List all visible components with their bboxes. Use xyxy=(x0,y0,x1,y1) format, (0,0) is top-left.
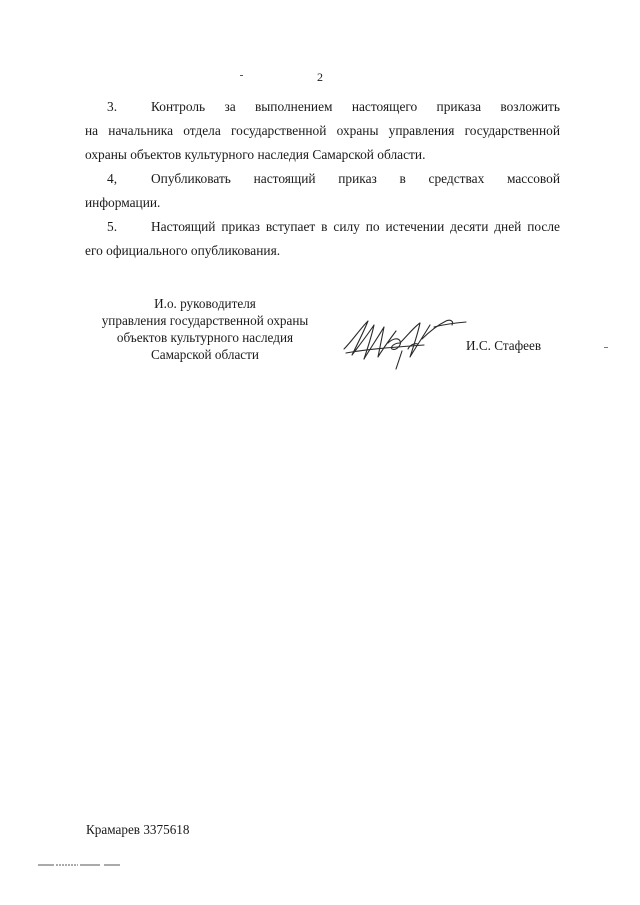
paragraph-rest-text: его официального опубликования. xyxy=(85,243,281,258)
signatory-title-line: объектов культурного наследия xyxy=(116,330,294,345)
paragraph-first-line xyxy=(85,95,560,119)
signatory-title-block xyxy=(75,295,335,363)
paragraph-first-line xyxy=(85,215,560,239)
paragraph-number: 4, xyxy=(107,171,118,186)
paragraph-first-line xyxy=(85,167,560,191)
page-number: 2 xyxy=(317,70,323,84)
executor-contact: Крамарев 3375618 xyxy=(86,822,190,837)
paragraph-4 xyxy=(85,167,560,215)
paragraph-first-line-text: Настоящий приказ вступает в силу по истечении десяти дней после xyxy=(151,219,560,234)
paragraph-5 xyxy=(85,215,560,263)
handwritten-signature xyxy=(338,313,470,371)
paragraph-rest-text: информации. xyxy=(85,195,161,210)
paragraph-3 xyxy=(85,95,560,167)
signatory-title-line: И.о. руководителя xyxy=(154,296,256,311)
signatory-title-line: управления государственной охраны xyxy=(101,313,309,328)
signer-name: И.С. Стафеев xyxy=(466,338,542,353)
paragraph-number: 3. xyxy=(107,99,118,114)
paragraph-first-line-text: Опубликовать настоящий приказ в средствах массовой xyxy=(151,171,560,186)
paragraph-number: 5. xyxy=(107,219,118,234)
footer-rule xyxy=(38,862,120,868)
paragraph-rest-text: на начальника отдела государственной охраны управления государственной охраны объектов культурного наследия Самарской области. xyxy=(85,123,560,162)
scan-speck xyxy=(604,347,608,348)
signatory-title-line: Самарской области xyxy=(151,347,259,362)
paragraph-first-line-text: Контроль за выполнением настоящего приказа возложить xyxy=(151,99,560,114)
scan-speck xyxy=(240,75,243,76)
